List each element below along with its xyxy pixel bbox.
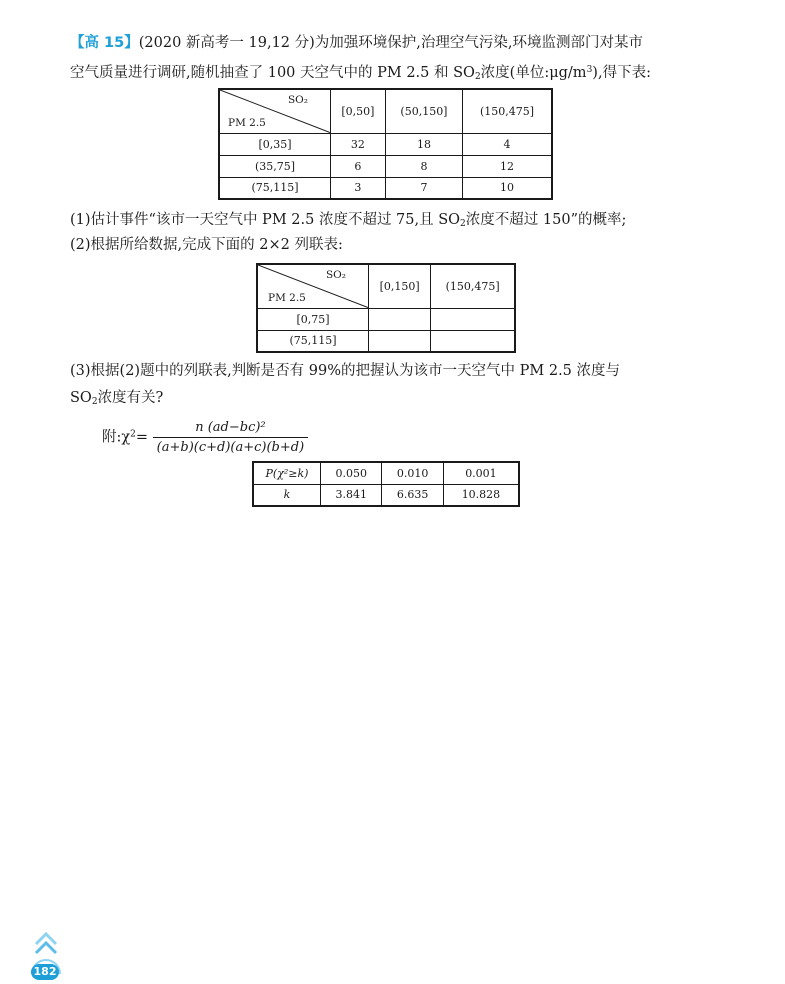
table1-header: (150,475] [463,89,552,133]
table-row [219,177,552,199]
table2-row-label: (75,115] [257,330,369,352]
table1-row-label: [0,35] [219,133,331,155]
table-row [219,155,552,177]
table2-header: [0,150] [369,264,431,308]
problem-tag: 【高 15】 [70,35,139,51]
table2-corner-cell [257,264,369,308]
table-row [257,308,515,330]
table3-cell: 0.001 [443,462,519,484]
table1-row-label: (35,75] [219,155,331,177]
table1-cell: 6 [331,155,386,177]
problem-intro-line2: 空气质量进行调研,随机抽查了 100 天空气中的 PM 2.5 和 $SO_2$浓度(单位$:\mu g/m^3$),得下表: [70,65,651,82]
critical-value-table [252,461,520,507]
table3-cell: 0.050 [321,462,382,484]
table-row [253,484,519,506]
table1-cell: 10 [463,177,552,199]
problem-intro-line1 [70,33,643,53]
chi-square-formula: 附$:\chi^2=$ $\frac{\text{n (ad−bc)²}}{(a+b)(c+d)(a+c)(b+d)}$ [102,420,308,455]
question-2: (2)根据所给数据,完成下面的 2×2 列联表: [70,237,343,253]
question-3-line2: $SO_2$浓度有关? [70,390,164,407]
table1-cell: 8 [385,155,462,177]
table3-cell: 10.828 [443,484,519,506]
table1-cell: 7 [385,177,462,199]
table2-empty-cell [431,308,515,330]
contingency-table-2 [256,263,516,353]
table1-cell: 18 [385,133,462,155]
table1-row-label: (75,115] [219,177,331,199]
table2-row-label: [0,75] [257,308,369,330]
table1-cell: 12 [463,155,552,177]
table1-corner-top: SO₂ [287,94,308,106]
question-1: (1)估计事件“该市一天空气中 PM 2.5 浓度不超过 75,且 $SO_2$浓度不超过 150”的概率; [70,212,627,229]
table1-header: (50,150] [385,89,462,133]
table1-cell: 32 [331,133,386,155]
table2-corner-bottom: PM 2.5 [268,291,306,304]
problem-source: (2020 新高考一 19,12 分)为加强环境保护,治理空气污染,环境监测部门对某市 [138,35,644,51]
table2-empty-cell [369,330,431,352]
table2-empty-cell [431,330,515,352]
table2-empty-cell [369,308,431,330]
table3-cell: 3.841 [321,484,382,506]
table3-cell: 6.635 [382,484,443,506]
formula-denominator: (a+b)(c+d)(a+c)(b+d) [156,440,305,455]
table3-row-label: P(χ²≥k) [253,462,321,484]
table2-header: (150,475] [431,264,515,308]
table1-cell: 3 [331,177,386,199]
table1-cell: 4 [463,133,552,155]
data-table-1 [218,88,553,200]
table1-corner-cell [219,89,331,133]
table-row [257,330,515,352]
table1-header: [0,50] [331,89,386,133]
table3-cell: 0.010 [382,462,443,484]
table-row [219,133,552,155]
table-row [253,462,519,484]
question-3-line1: (3)根据(2)题中的列联表,判断是否有 99%的把握认为该市一天空气中 PM 2.5 浓度与 [70,363,621,379]
table2-corner-top: SO₂ [325,269,346,281]
table1-corner-bottom: PM 2.5 [228,116,266,129]
page-number: 182 [31,964,59,980]
table3-row-label: k [253,484,321,506]
formula-numerator: n (ad−bc)² [153,420,309,438]
formula-fraction [153,420,309,455]
